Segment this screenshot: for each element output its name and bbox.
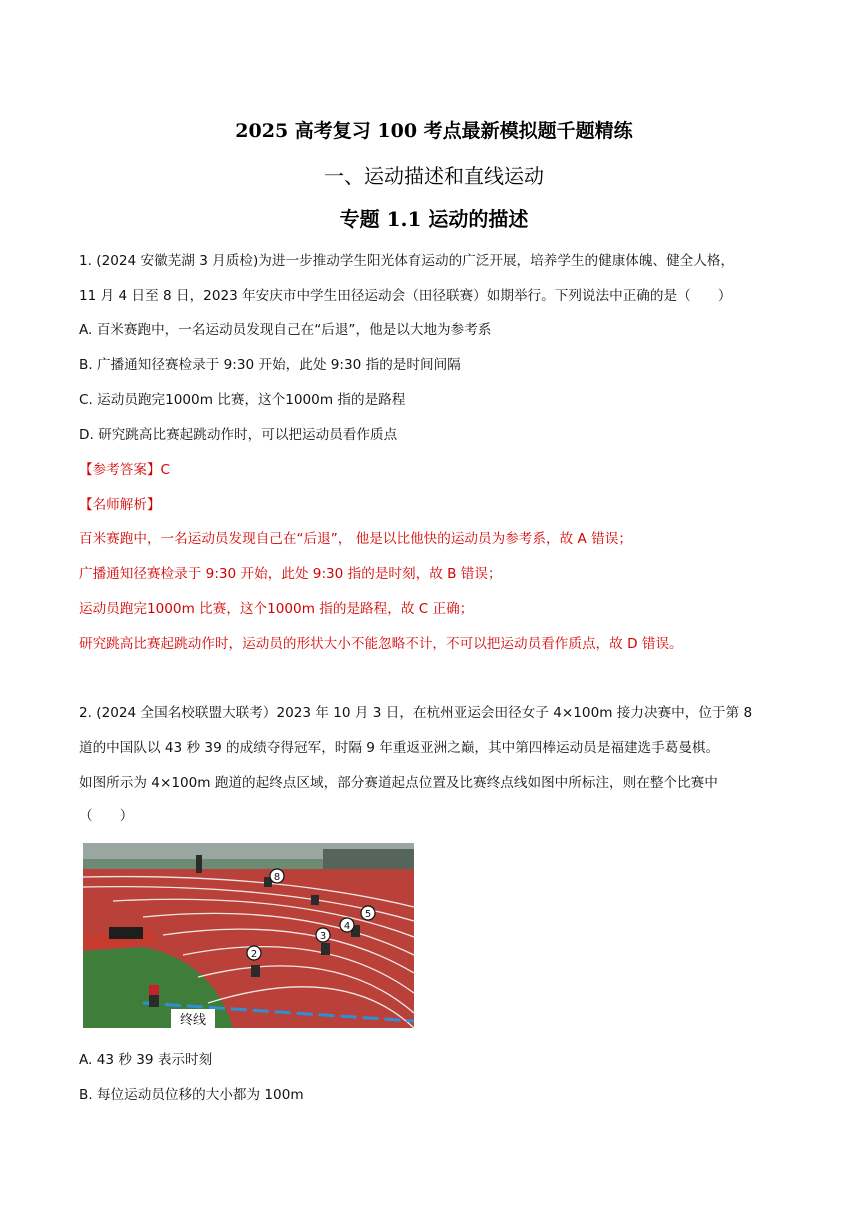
doc-title: 2025 高考复习 100 考点最新模拟题千题精练 [235, 120, 633, 142]
q1-answer: 【参考答案】C [79, 462, 171, 478]
q1-analysis-4: 研究跳高比赛起跳动作时，运动员的形状大小不能忽略不计，不可以把运动员看作质点，故 D 错误。 [79, 636, 683, 652]
q1-analysis-1: 百米赛跑中，一名运动员发现自己在“后退”， 他是以比他快的运动员为参考系，故 A 错误； [79, 531, 632, 547]
q1-analysis-3: 运动员跑完1000m 比赛，这个1000m 指的是路程，故 C 正确； [79, 601, 474, 617]
q1-option-b: B. 广播通知径赛检录于 9:30 开始，此处 9:30 指的是时间间隔 [79, 357, 461, 373]
q2-stem-line-1: 2. (2024 全国名校联盟大联考）2023 年 10 月 3 日，在杭州亚运会田径女子 4×100m 接力决赛中，位于第 8 [79, 705, 753, 721]
lane-marker-4: 4 [343, 921, 351, 932]
lane-marker-2: 2 [250, 949, 258, 960]
lane-marker-3: 3 [319, 931, 327, 942]
q1-option-a: A. 百米赛跑中，一名运动员发现自己在“后退”，他是以大地为参考系 [79, 322, 492, 338]
topic-title: 专题 1.1 运动的描述 [339, 207, 529, 231]
q1-stem-line-2: 11 月 4 日至 8 日，2023 年安庆市中学生田径运动会（田径联赛）如期举行。下列说法中正确的是（ ） [79, 288, 732, 304]
q1-stem-line-1: 1. (2024 安徽芜湖 3 月质检)为进一步推动学生阳光体育运动的广泛开展，培养学生的健康体魄、健全人格， [79, 253, 735, 269]
q2-stem-line-3: 如图所示为 4×100m 跑道的起终点区域，部分赛道起点位置及比赛终点线如图中所标注，则在整个比赛中 [79, 775, 718, 791]
lane-marker-5: 5 [364, 909, 372, 920]
q1-analysis-heading: 【名师解析】 [79, 497, 161, 513]
q1-option-c: C. 运动员跑完1000m 比赛，这个1000m 指的是路程 [79, 392, 406, 408]
track-photo [83, 843, 414, 1028]
q1-option-d: D. 研究跳高比赛起跳动作时，可以把运动员看作质点 [79, 427, 398, 443]
q2-option-a: A. 43 秒 39 表示时刻 [79, 1052, 213, 1068]
finish-line-label: 终线 [179, 1013, 207, 1028]
lane-marker-8: 8 [273, 872, 281, 883]
q2-option-b: B. 每位运动员位移的大小都为 100m [79, 1087, 304, 1103]
q1-analysis-2: 广播通知径赛检录于 9:30 开始，此处 9:30 指的是时刻，故 B 错误； [79, 566, 502, 582]
q2-stem-line-4: （ ） [79, 808, 134, 824]
chapter-title: 一、运动描述和直线运动 [324, 164, 544, 188]
q2-stem-line-2: 道的中国队以 43 秒 39 的成绩夺得冠军，时隔 9 年重返亚洲之巅，其中第四棒运动员是福建选手葛曼棋。 [79, 740, 720, 756]
